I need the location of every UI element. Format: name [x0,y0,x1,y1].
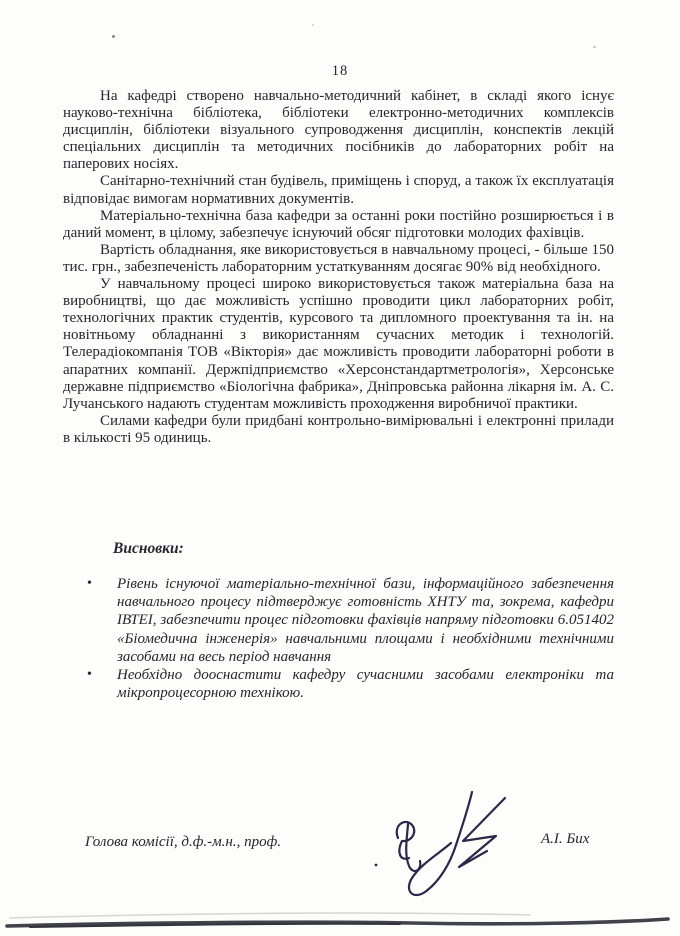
scan-speck [593,46,596,48]
signoff-name: А.І. Бих [541,831,590,847]
conclusion-item-text: Необхідно дооснастити кафедру сучасними засобами електроніки та мікропроцесорною технікою. [117,667,614,702]
bullet-icon: • [87,576,92,591]
paragraph: Санітарно-технічний стан будівель, приміщень і споруд, а також їх експлуатація відповідає вимогам нормативних документів. [63,173,614,207]
scan-speck [312,24,314,26]
conclusion-item [87,666,614,702]
paragraph: Силами кафедри були придбані контрольно-вимірювальні і електронні прилади в кількості 95 одиниць. [63,412,614,446]
signature-icon [368,778,518,906]
signoff-role: Голова комісії, д.ф.-м.н., проф. [85,834,282,850]
bullet-icon: • [87,667,92,683]
scan-edge-line [0,906,680,936]
conclusion-item-text: Рівень існуючої матеріально-технічної бази, інформаційного забезпечення навчального процесу підтверджує готовність ХНТУ та, зокрема, кафедри ІВТЕІ, забезпечити процес підготовки фахівців напряму підготовки 6.051402 «Біомедична інженерія» навчальними площами і необхідними технічними засобами на весь період навчання [117,576,614,665]
scan-speck [112,35,115,38]
body-text [63,88,614,447]
conclusions-list [87,575,614,702]
page-number: 18 [331,63,349,79]
paragraph: У навчальному процесі широко використовується також матеріальна база на виробництві, що дає можливість успішно проводити цикл лабораторних робіт, технологічних практик студентів, курсового та дипломного проектування та ін. на новітньому обладнанні з використанням сучасних методик і технологій. Телерадіокомпанія ТОВ «Вікторія» дає можливість проводити лабораторні роботи в апаратних компанії. Держпідприємство «Херсонстандартметрологія», Херсонське державне підприємство «Біологічна фабрика», Дніпровська районна лікарня ім. А. С. Лучанського надають студентам можливість проходження виробничої практики. [63,276,614,412]
conclusion-item [87,575,614,666]
paragraph: На кафедрі створено навчально-методичний кабінет, в складі якого існує науково-технічна бібліотека, бібліотеки електронно-методичних комплексів дисциплін, бібліотеки візуального супроводження дисциплін, конспектів лекцій спеціальних дисциплін та методичних посібників до лабораторних робіт на паперових носіях. [63,88,614,173]
paragraph: Матеріально-технічна база кафедри за останні роки постійно розширюється і в даний момент, в цілому, забезпечує існуючий обсяг підготовки молодих фахівців. [63,207,614,241]
paragraph: Вартість обладнання, яке використовується в навчальному процесі, - більше 150 тис. грн., забезпеченість лабораторним устаткуванням досягає 90% від необхідного. [63,241,614,275]
conclusions-heading: Висновки: [113,540,184,557]
